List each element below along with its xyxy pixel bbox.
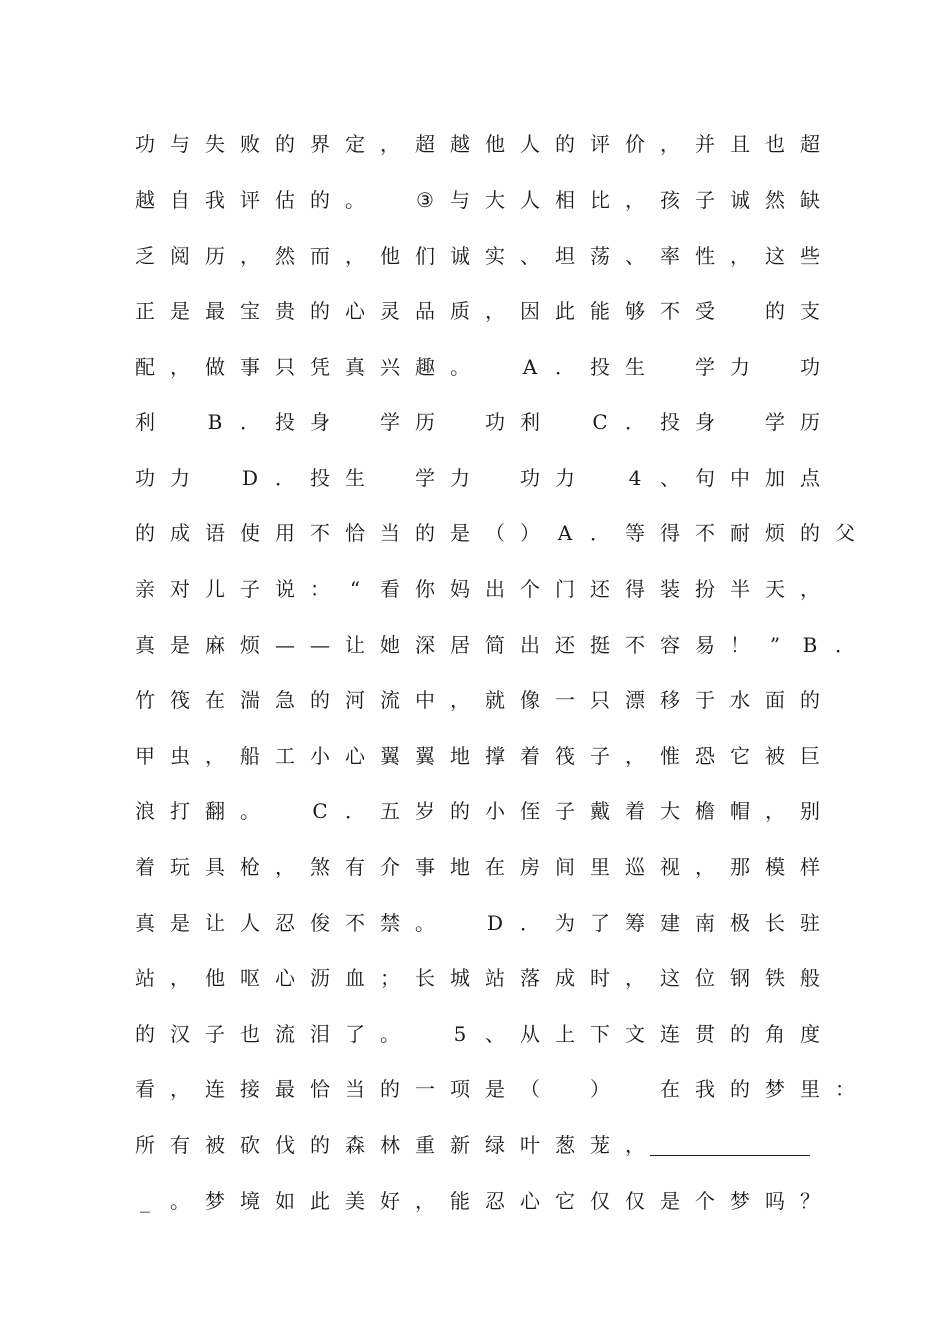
text-line: 所 有 被 砍 伐 的 森 林 重 新 绿 叶 葱 茏 ， bbox=[135, 1133, 645, 1157]
text-line: 着 玩 具 枪 ， 煞 有 介 事 地 在 房 间 里 巡 视 ， 那 模 样 bbox=[135, 855, 820, 879]
text-line: 功 与 失 败 的 界 定 ， 超 越 他 人 的 评 价 ， 并 且 也 超 bbox=[135, 132, 820, 156]
text-line: 越 自 我 评 估 的 。 ③ 与 大 人 相 比 ， 孩 子 诚 然 缺 bbox=[135, 188, 820, 212]
text-line: 看 ， 连 接 最 恰 当 的 一 项 是 （ ） 在 我 的 梦 里 ： bbox=[135, 1077, 855, 1101]
text-line: 亲 对 儿 子 说 ： “ 看 你 妈 出 个 门 还 得 装 扮 半 天 ， bbox=[135, 577, 820, 601]
text-line: 功 力 D ． 投 生 学 力 功 力 4 、 句 中 加 点 bbox=[135, 466, 820, 490]
text-line: 利 B ． 投 身 学 历 功 利 C ． 投 身 学 历 bbox=[135, 410, 820, 434]
text-line: 的 汉 子 也 流 泪 了 。 5 、 从 上 下 文 连 贯 的 角 度 bbox=[135, 1022, 820, 1046]
answer-blank-line bbox=[650, 1155, 810, 1156]
text-line: 乏 阅 历 ， 然 而 ， 他 们 诚 实 、 坦 荡 、 率 性 ， 这 些 bbox=[135, 244, 820, 268]
text-line: 甲 虫 ， 船 工 小 心 翼 翼 地 撑 着 筏 子 ， 惟 恐 它 被 巨 bbox=[135, 744, 820, 768]
text-line: 真 是 麻 烦 — — 让 她 深 居 简 出 还 挺 不 容 易 ！ ” B ． bbox=[135, 633, 855, 657]
text-line: 浪 打 翻 。 C ． 五 岁 的 小 侄 子 戴 着 大 檐 帽 ， 别 bbox=[135, 799, 820, 823]
text-line: _ 。 梦 境 如 此 美 好 ， 能 忍 心 它 仅 仅 是 个 梦 吗 ？ bbox=[140, 1189, 820, 1213]
text-line: 站 ， 他 呕 心 沥 血 ； 长 城 站 落 成 时 ， 这 位 钢 铁 般 bbox=[135, 966, 820, 990]
text-line: 正 是 最 宝 贵 的 心 灵 品 质 ， 因 此 能 够 不 受 的 支 bbox=[135, 299, 820, 323]
text-line: 配 ， 做 事 只 凭 真 兴 趣 。 A ． 投 生 学 力 功 bbox=[135, 355, 820, 379]
text-line: 的 成 语 使 用 不 恰 当 的 是 （ ） A ． 等 得 不 耐 烦 的 父 bbox=[135, 521, 855, 545]
text-line: 真 是 让 人 忍 俊 不 禁 。 D ． 为 了 筹 建 南 极 长 驻 bbox=[135, 911, 820, 935]
text-line: 竹 筏 在 湍 急 的 河 流 中 ， 就 像 一 只 漂 移 于 水 面 的 bbox=[135, 688, 820, 712]
